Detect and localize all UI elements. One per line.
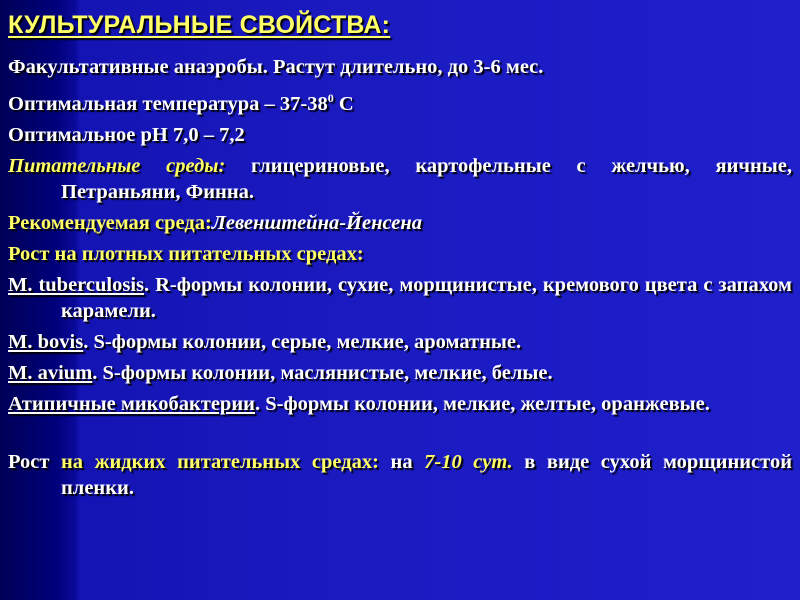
- recommended-label: Рекомендуемая среда:: [8, 211, 212, 234]
- avium-text: . S-формы колонии, маслянистые, мелкие, белые.: [92, 361, 553, 384]
- temperature-text: Оптимальная температура – 37-38: [8, 92, 328, 115]
- avium-line: [8, 360, 792, 386]
- media-line: [8, 153, 792, 205]
- bovis-text: . S-формы колонии, серые, мелкие, ароматные.: [83, 330, 522, 353]
- temperature-line: [8, 85, 792, 117]
- liquid-label: на жидких питательных средах:: [61, 450, 379, 473]
- atypical-line: [8, 391, 792, 417]
- liquid-days: 7-10 сут.: [424, 450, 513, 473]
- atypical-text: . S-формы колонии, мелкие, желтые, оранжевые.: [254, 392, 710, 415]
- growth-line: Факультативные анаэробы. Растут длительно, до 3-6 мес.: [8, 56, 544, 78]
- media-text: глицериновые, картофельные с желчью, яичные, Петраньяни, Финна.: [61, 154, 792, 203]
- slide-content: [8, 6, 792, 506]
- liquid-prefix: Рост: [8, 450, 61, 473]
- ph-line: Оптимальное рН 7,0 – 7,2: [8, 123, 245, 146]
- temperature-unit: С: [333, 92, 354, 115]
- solid-media-line: Рост на плотных питательных средах:: [8, 242, 364, 265]
- bovis-name: M. bovis: [8, 330, 84, 353]
- tb-name: M. tuberculosis: [8, 273, 145, 296]
- liquid-end: в виде сухой морщинистой пленки.: [61, 450, 793, 499]
- bovis-line: [8, 329, 792, 355]
- media-label: Питательные среды:: [8, 154, 226, 177]
- recommended-value: Левенштейна-Йенсена: [211, 211, 423, 234]
- avium-name: M. avium: [8, 361, 93, 384]
- liquid-line: [8, 449, 792, 501]
- recommended-line: [8, 210, 792, 236]
- spacer: [8, 422, 792, 449]
- liquid-mid: на: [378, 450, 425, 473]
- tb-line: [8, 272, 792, 324]
- temperature-superscript: 0: [327, 91, 334, 105]
- slide-title: КУЛЬТУРАЛЬНЫЕ СВОЙСТВА:: [8, 11, 391, 39]
- tb-text: . R-формы колонии, сухие, морщинистые, кремового цвета с запахом карамели.: [61, 273, 792, 322]
- atypical-name: Атипичные микобактерии: [8, 392, 255, 415]
